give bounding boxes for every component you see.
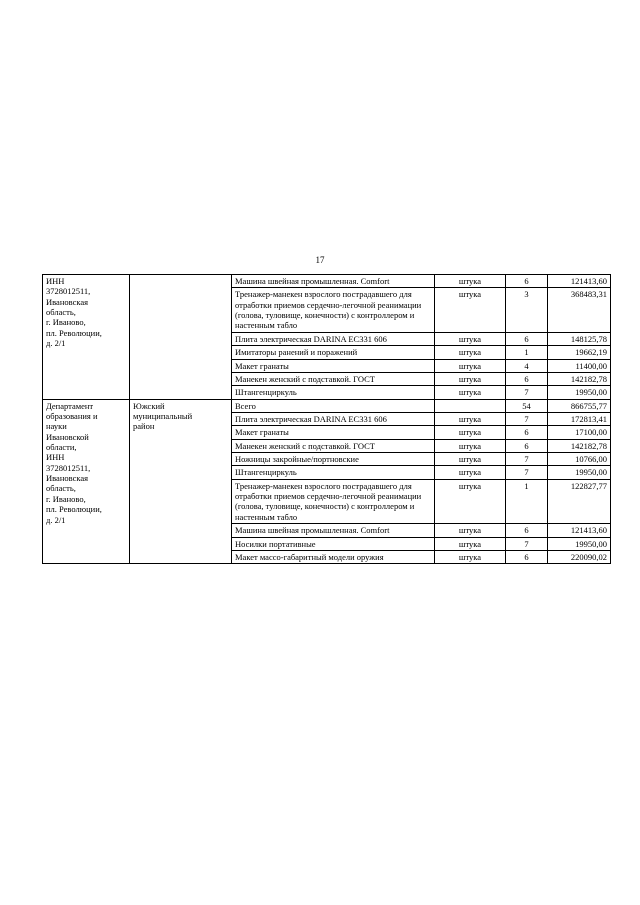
equipment-table	[42, 274, 611, 564]
item-name-cell: Носилки портативные	[232, 537, 435, 550]
quantity-cell: 7	[506, 412, 548, 425]
item-name-cell: Манекен женский с подставкой. ГОСТ	[232, 372, 435, 385]
sum-cell: 19950,00	[548, 386, 611, 399]
organization-cell: ИНН 3728012511, Ивановская область, г. Иваново, пл. Революции, д. 2/1	[43, 275, 130, 400]
quantity-cell: 54	[506, 399, 548, 412]
item-name-cell: Имитаторы ранений и поражений	[232, 346, 435, 359]
unit-cell: штука	[435, 288, 506, 332]
unit-cell: штука	[435, 524, 506, 537]
item-name-cell: Машина швейная промышленная. Comfort	[232, 275, 435, 288]
sum-cell: 142182,78	[548, 439, 611, 452]
unit-cell: штука	[435, 426, 506, 439]
quantity-cell: 3	[506, 288, 548, 332]
quantity-cell: 7	[506, 537, 548, 550]
sum-cell: 368483,31	[548, 288, 611, 332]
quantity-cell: 6	[506, 524, 548, 537]
table-row	[43, 275, 611, 288]
quantity-cell: 7	[506, 386, 548, 399]
item-name-cell: Макет гранаты	[232, 426, 435, 439]
item-name-cell: Плита электрическая DARINA EC331 606	[232, 332, 435, 345]
table-row	[43, 399, 611, 412]
district-cell	[130, 275, 232, 400]
quantity-cell: 6	[506, 550, 548, 563]
quantity-cell: 7	[506, 466, 548, 479]
quantity-cell: 6	[506, 275, 548, 288]
sum-cell: 19662,19	[548, 346, 611, 359]
item-name-cell: Всего	[232, 399, 435, 412]
item-name-cell: Штангенциркуль	[232, 466, 435, 479]
unit-cell: штука	[435, 275, 506, 288]
sum-cell: 172813,41	[548, 412, 611, 425]
unit-cell: штука	[435, 412, 506, 425]
unit-cell: штука	[435, 479, 506, 523]
unit-cell: штука	[435, 537, 506, 550]
item-name-cell: Штангенциркуль	[232, 386, 435, 399]
unit-cell: штука	[435, 359, 506, 372]
quantity-cell: 6	[506, 439, 548, 452]
page-number: 17	[315, 255, 325, 265]
unit-cell: штука	[435, 453, 506, 466]
item-name-cell: Манекен женский с подставкой. ГОСТ	[232, 439, 435, 452]
quantity-cell: 6	[506, 426, 548, 439]
sum-cell: 121413,60	[548, 275, 611, 288]
organization-cell: Департамент образования и науки Ивановской области, ИНН 3728012511, Ивановская область, г. Иваново, пл. Революции, д. 2/1	[43, 399, 130, 564]
unit-cell: штука	[435, 466, 506, 479]
item-name-cell: Макет массо-габаритный модели оружия	[232, 550, 435, 563]
sum-cell: 19950,00	[548, 537, 611, 550]
sum-cell: 142182,78	[548, 372, 611, 385]
unit-cell	[435, 399, 506, 412]
item-name-cell: Плита электрическая DARINA EC331 606	[232, 412, 435, 425]
sum-cell: 148125,78	[548, 332, 611, 345]
unit-cell: штука	[435, 550, 506, 563]
quantity-cell: 4	[506, 359, 548, 372]
sum-cell: 121413,60	[548, 524, 611, 537]
unit-cell: штука	[435, 372, 506, 385]
unit-cell: штука	[435, 346, 506, 359]
quantity-cell: 7	[506, 453, 548, 466]
quantity-cell: 6	[506, 372, 548, 385]
unit-cell: штука	[435, 386, 506, 399]
quantity-cell: 1	[506, 479, 548, 523]
sum-cell: 17100,00	[548, 426, 611, 439]
item-name-cell: Тренажер-манекен взрослого пострадавшего для отработки приемов сердечно-легочной реанимации (голова, туловище, конечности) с контроллером и настенным табло	[232, 479, 435, 523]
district-cell: Южский муниципальный район	[130, 399, 232, 564]
quantity-cell: 1	[506, 346, 548, 359]
item-name-cell: Машина швейная промышленная. Comfort	[232, 524, 435, 537]
sum-cell: 220090,02	[548, 550, 611, 563]
item-name-cell: Ножницы закройные/портновские	[232, 453, 435, 466]
sum-cell: 866755,77	[548, 399, 611, 412]
unit-cell: штука	[435, 332, 506, 345]
sum-cell: 19950,00	[548, 466, 611, 479]
unit-cell: штука	[435, 439, 506, 452]
sum-cell: 122827,77	[548, 479, 611, 523]
sum-cell: 11400,00	[548, 359, 611, 372]
item-name-cell: Тренажер-манекен взрослого пострадавшего для отработки приемов сердечно-легочной реанимации (голова, туловище, конечности) с контроллером и настенным табло	[232, 288, 435, 332]
item-name-cell: Макет гранаты	[232, 359, 435, 372]
sum-cell: 10766,00	[548, 453, 611, 466]
quantity-cell: 6	[506, 332, 548, 345]
